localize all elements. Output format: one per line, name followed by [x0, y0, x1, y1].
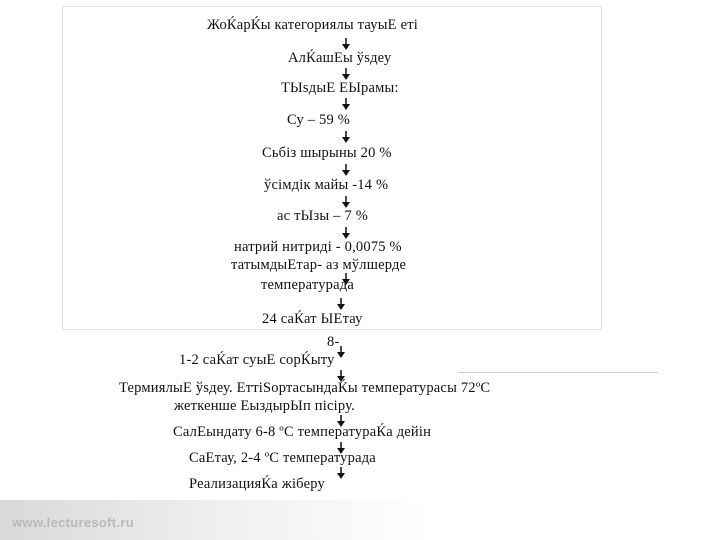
step-cold-smoking: 1-2 саЌат суыЕ сорЌыту	[179, 352, 335, 368]
step-dispatch: РеализацияЌа жіберу	[189, 476, 325, 492]
step-sodium-nitrite: натрий нитриді - 0,0075 %	[234, 239, 402, 255]
arrow-down-icon	[341, 68, 351, 80]
step-juice: Сьбіз шырыны 20 %	[262, 145, 392, 161]
arrow-down-icon	[341, 164, 351, 176]
step-seasonings: татымдыЕтар- аз мўлшерде	[231, 257, 407, 273]
arrow-down-icon	[336, 467, 346, 479]
arrow-down-icon	[341, 98, 351, 110]
step-salt: ас тЫзы – 7 %	[277, 208, 369, 224]
arrow-down-icon	[341, 196, 351, 208]
step-range-prefix: 8-	[327, 334, 340, 350]
step-storage: СаЕтау, 2-4 ºС температурада	[189, 450, 376, 466]
step-raw-material: ЖоЌарЌы категориялы тауыЕ еті	[207, 17, 418, 33]
site-watermark: www.lecturesoft.ru	[12, 515, 134, 530]
arrow-down-icon	[341, 38, 351, 50]
step-vegetable-oil: ўсімдік майы -14 %	[264, 177, 389, 193]
step-thermal-treatment: ТермиялыЕ ўѕдеу. ЕттіЅортасындаЌы температурасы 72ºС	[119, 380, 491, 396]
arrow-down-icon	[341, 131, 351, 143]
step-water: Су – 59 %	[287, 112, 351, 128]
arrow-down-icon	[336, 346, 346, 358]
step-temperature: температурада	[261, 277, 354, 293]
arrow-down-icon	[341, 227, 351, 239]
arrow-down-icon	[336, 298, 346, 310]
step-preprocessing: АлЌашЕы ўѕдеу	[288, 50, 392, 66]
step-cooling: СалЕындату 6-8 ºС температураЌа дейін	[173, 424, 432, 440]
divider-line	[458, 372, 658, 373]
step-hold-24h: 24 саЌат ЫЕтау	[262, 311, 363, 327]
step-brine-composition: ТЫѕдыЕ ЕЫрамы:	[281, 80, 399, 96]
step-cooking: жеткенше ЕыздырЫп пісіру.	[174, 398, 355, 414]
